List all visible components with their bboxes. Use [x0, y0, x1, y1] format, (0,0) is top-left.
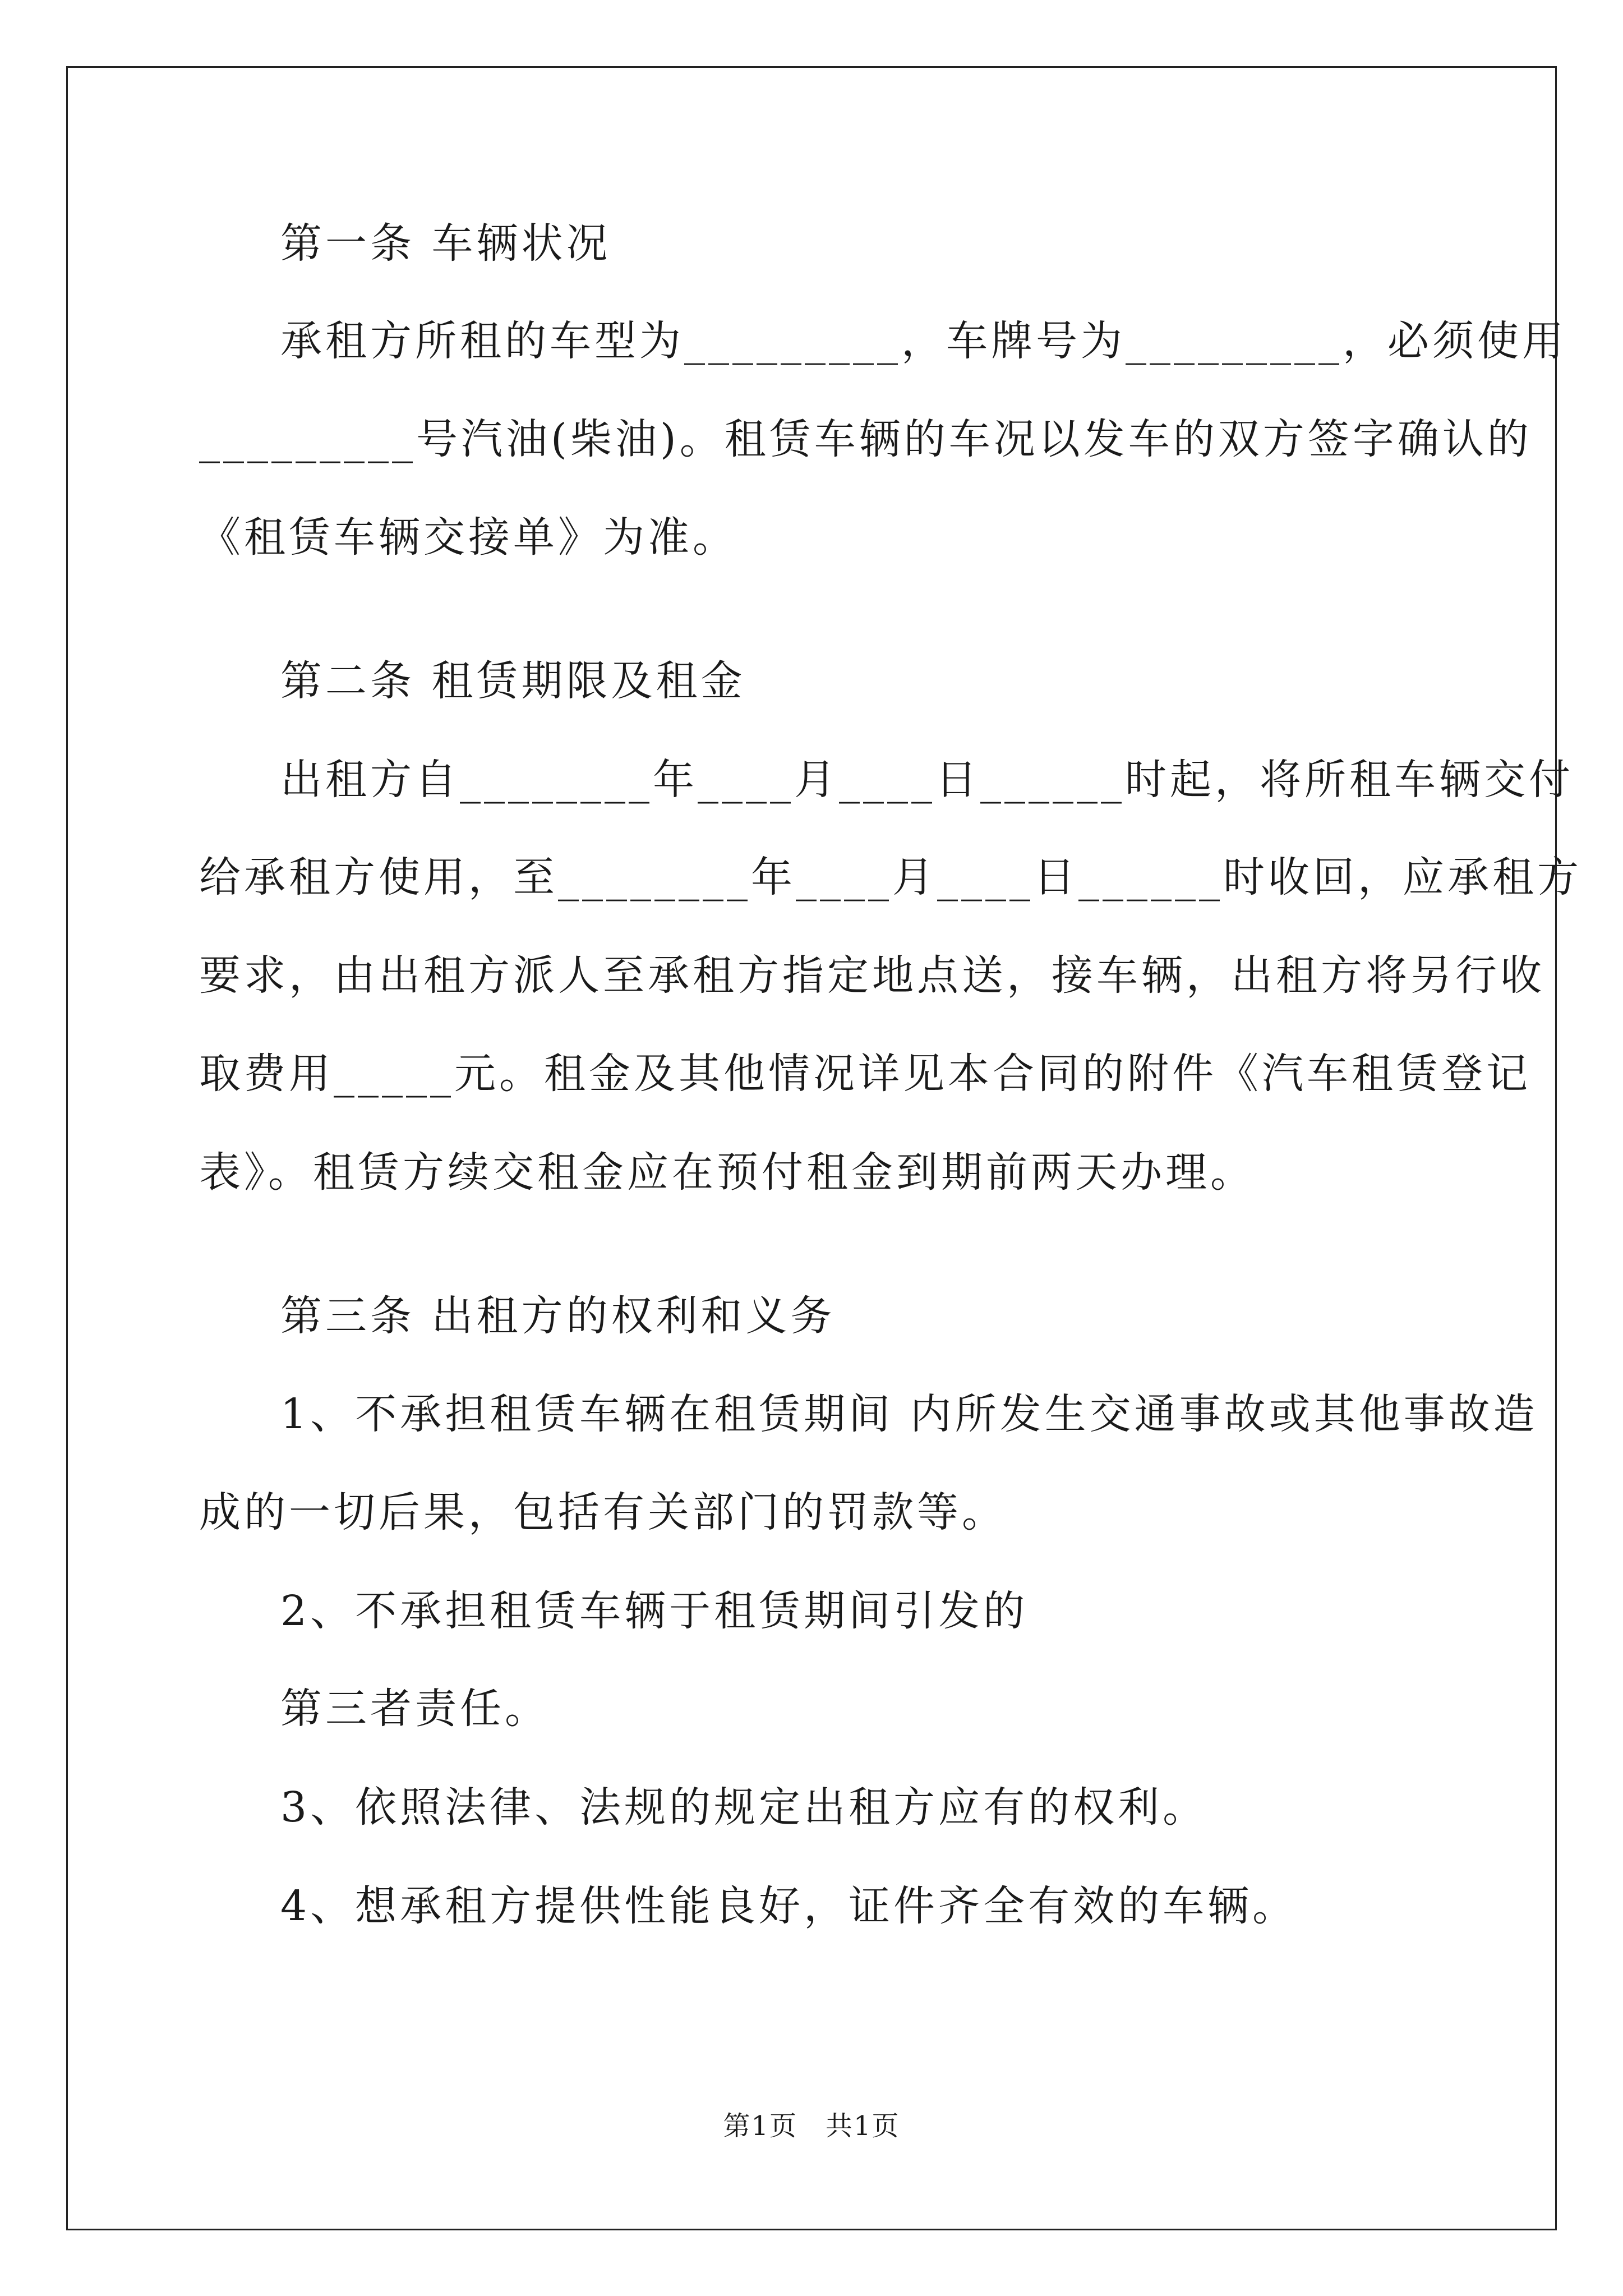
paragraph-line: 取费用_____元。租金及其他情况详见本合同的附件《汽车租赁登记 [199, 1050, 1531, 1098]
paragraph-line: 出租方自________年____月____日______时起，将所租车辆交付 [280, 756, 1574, 804]
article-1-heading: 第一条 车辆状况 [280, 219, 611, 268]
list-item: 4、想承租方提供性能良好，证件齐全有效的车辆。 [280, 1882, 1298, 1930]
paragraph-line: _________号汽油(柴油)。租赁车辆的车况以发车的双方签字确认的 [199, 415, 1532, 463]
paragraph-line: 给承租方使用，至________年____月____日______时收回，应承租方 [199, 853, 1582, 901]
list-item-continuation: 第三者责任。 [280, 1685, 550, 1733]
page-number-footer: 第1页 共1页 [723, 2110, 900, 2142]
paragraph-line: 承租方所租的车型为_________，车牌号为_________，必须使用 [280, 317, 1567, 365]
paragraph-line: 要求，由出租方派人至承租方指定地点送，接车辆，出租方将另行收 [199, 951, 1545, 1000]
article-2-heading: 第二条 租赁期限及租金 [280, 657, 746, 705]
list-item: 2、不承担租赁车辆于租赁期间引发的 [280, 1587, 1029, 1635]
article-3-heading: 第三条 出租方的权利和义务 [280, 1292, 836, 1340]
paragraph-line: 《租赁车辆交接单》为准。 [199, 513, 737, 562]
list-item-continuation: 成的一切后果，包括有关部门的罚款等。 [199, 1488, 1007, 1536]
paragraph-line: 表》。租赁方续交租金应在预付租金到期前两天办理。 [199, 1148, 1255, 1197]
list-item: 1、不承担租赁车辆在租赁期间 内所发生交通事故或其他事故造 [280, 1390, 1538, 1438]
list-item: 3、依照法律、法规的规定出租方应有的权利。 [280, 1783, 1208, 1832]
